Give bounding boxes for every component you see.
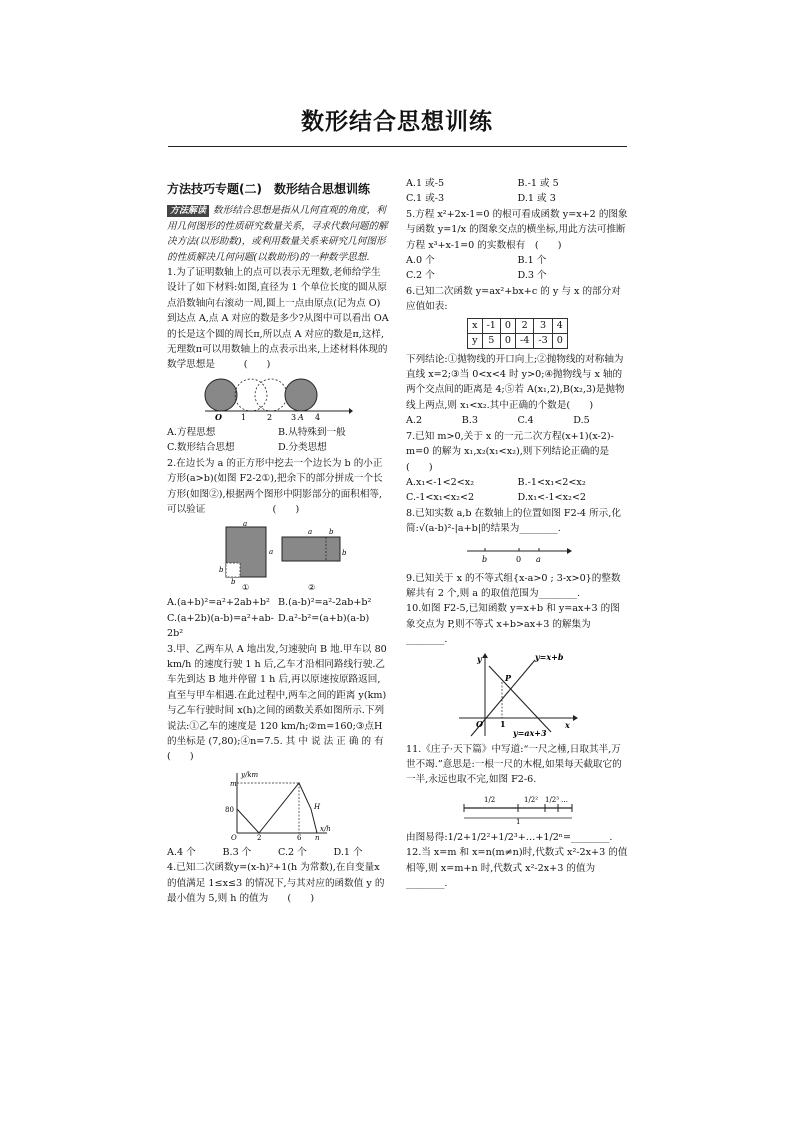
q11-figure (458, 792, 578, 826)
q4-options (406, 176, 629, 207)
q6-option-d[interactable]: D.5 (573, 415, 590, 427)
q3-label-o: O (231, 833, 237, 841)
q1-circle-start (205, 379, 237, 411)
q1-label-2: 2 (267, 412, 273, 421)
q1-axis-arrow (349, 408, 353, 414)
table-cell: 0 (552, 333, 567, 348)
q4-option-a[interactable]: A.1 或-5 (406, 178, 445, 189)
q2-options (167, 595, 389, 641)
q11-label-total: 1 (515, 817, 520, 826)
q3-option-b[interactable]: B.3 个 (222, 846, 252, 858)
q10-label-line1: y=x+b (534, 651, 563, 662)
q10-y-arrow (482, 653, 488, 658)
q4-option-b[interactable]: B.-1 或 5 (517, 178, 559, 189)
table-cell: 0 (500, 333, 515, 348)
q6-options (406, 413, 629, 428)
q11-stem: 11.《庄子·天下篇》中写道:“一尺之棰,日取其半,万世不竭.”意思是:一根一尺的木棍,如果每天截取它的一半,永远也取不完,如图 F2-6. (406, 743, 622, 786)
q2-fig2-label-b-side: b (342, 549, 347, 558)
q2-fig2-label-a: a (308, 528, 313, 537)
q5-option-a[interactable]: A.0 个 (406, 255, 435, 267)
q3-label-2: 2 (257, 833, 262, 841)
q1-option-a[interactable]: A.方程思想 (167, 426, 216, 438)
q2-fig1-label-b-bottom: b (231, 578, 236, 587)
q3-label-ykm: y/km (241, 770, 259, 779)
table-cell: 4 (552, 318, 567, 333)
q2-option-a[interactable]: A.(a+b)²=a²+2ab+b² (167, 597, 270, 609)
q1-option-d[interactable]: D.分类思想 (278, 442, 327, 454)
q12-stem: 12.当 x=m 和 x=n(m≠n)时,代数式 x²-2x+3 的值相等,则 x=m+n 时,代数式 x²-2x+3 的值为________. (406, 847, 628, 889)
q1-option-c[interactable]: C.数形结合思想 (167, 442, 235, 454)
q1-label-4: 4 (315, 412, 321, 421)
method-intro (167, 203, 389, 265)
q7-options (406, 475, 629, 506)
q2-fig1-label-a-top: a (243, 521, 248, 529)
q3-label-n: n (315, 833, 320, 841)
q1-label-o: O (215, 411, 222, 421)
q10-label-o: O (475, 718, 483, 729)
section-title: 方法技巧专题(二) 数形结合思想训练 (167, 182, 370, 196)
q7-option-b[interactable]: B.-1<x₁<2<x₂ (517, 476, 586, 488)
q5-options (406, 253, 629, 284)
q8-label-b: b (481, 554, 487, 564)
q10-label-x: x (564, 719, 570, 730)
q2-rect-shaded (282, 537, 340, 561)
q11-label-dots: … (560, 795, 568, 804)
q1-label-1: 1 (241, 412, 247, 421)
table-cell: 2 (516, 318, 534, 333)
q11-label-eighth: 1/2³ (544, 795, 559, 804)
q11-label-half: 1/2 (483, 795, 495, 804)
q10-line-ax-plus-3 (489, 666, 551, 732)
q2-fig1-label-a-side: a (269, 548, 274, 557)
q7-option-c[interactable]: C.-1<x₁<x₂<2 (406, 492, 475, 504)
q1-figure (203, 377, 353, 421)
q2-figure (208, 521, 348, 591)
q3-options (167, 845, 389, 860)
q10-x-arrow (573, 715, 578, 721)
q3-label-h: H (314, 802, 321, 811)
q8-label-a: a (535, 554, 541, 564)
q8-axis-arrow (567, 548, 572, 554)
q8-label-0: 0 (515, 554, 521, 564)
q7-option-a[interactable]: A.x₁<-1<2<x₂ (406, 476, 475, 488)
q4-stem: 4.已知二次函数y=(x-h)²+1(h 为常数),在自变量x 的值满足 1≤x≤3 的情况下,与其对应的函数值 y 的最小值为 5,则 h 的值为 ( ) (167, 862, 385, 904)
q5-option-d[interactable]: D.3 个 (517, 270, 547, 282)
title-rule (168, 146, 627, 147)
q2-fig1-label-b-side: b (219, 566, 224, 575)
table-cell: 3 (534, 318, 552, 333)
q1-label-3: 3 (291, 412, 297, 421)
method-text: 数形结合思想是指从几何直观的角度，利用几何图形的性质研究数量关系，寻求代数问题的解决方法(以形助数)，或利用数量关系来研究几何图形的性质解决几何问题(以数助形)的一种数学思想. (167, 205, 388, 263)
q1-option-b[interactable]: B.从特殊到一般 (278, 426, 346, 438)
q6-stem-2: 下列结论:①抛物线的开口向上;②抛物线的对称轴为直线 x=2;③当 0<x<4 时 y>0;④抛物线与 x 轴的两个交点间的距离是 4;⑤若 A(x₁,2),B(x₂,3)是抛物线上两点,则 x₁<x₂.其中正确的个数是( ) (406, 353, 625, 411)
q6-option-a[interactable]: A.2 (406, 415, 423, 427)
q1-options (167, 425, 389, 456)
page-title: 数形结合思想训练 (301, 109, 493, 135)
table-cell: y (468, 333, 482, 348)
q6-stem: 6.已知二次函数 y=ax²+bx+c 的 y 与 x 的部分对应值如表: (406, 285, 621, 313)
q10-label-y: y (476, 653, 482, 664)
q2-fig2-caption: ② (308, 583, 316, 592)
table-row (468, 333, 568, 348)
q11-stem-2: 由图易得:1/2+1/2²+1/2³+…+1/2ⁿ=________. (406, 831, 613, 843)
table-row (468, 318, 568, 333)
q10-label-line2: y=ax+3 (512, 727, 547, 738)
q4-option-d[interactable]: D.1 或 3 (517, 193, 556, 205)
left-column (167, 176, 413, 906)
q6-value-table (467, 318, 568, 349)
q2-fig2-label-b-top: b (329, 528, 334, 537)
q5-option-c[interactable]: C.2 个 (406, 270, 435, 282)
method-tag: 方法解读 (167, 205, 209, 217)
q10-figure (455, 652, 581, 738)
q4-option-c[interactable]: C.1 或-3 (406, 193, 445, 205)
q9-stem: 9.已知关于 x 的不等式组{x-a>0 ; 3-x>0}的整数解共有 2 个,则 a 的取值范围为________. (406, 572, 621, 599)
q3-option-d[interactable]: D.1 个 (333, 846, 363, 858)
q11-label-quarter: 1/2² (523, 795, 538, 804)
q3-label-m: m (230, 779, 237, 788)
q3-stem: 3.甲、乙两车从 A 地出发,匀速驶向 B 地.甲车以 80 km/h 的速度行驶 1 h 后,乙车才沿相同路线行驶.乙车先到达 B 地并停留 1 h 后,再以原速按原路返回,直至与甲车相遇.在此过程中,两车之间的距离 y(km)与乙车行驶时间 x(h)之间的函数关系如图所示.下列说法:①乙车的速度是 120 km/h;②m=160;③点H的坐标是 (7,80);④n=7.5. 其 中 说 法 正 确 的 有 ( ) (167, 643, 413, 763)
q7-stem: 7.已知 m>0,关于 x 的一元二次方程(x+1)(x-2)-m=0 的解为 x₁,x₂(x₁<x₂),则下列结论正确的是( ) (406, 430, 614, 473)
q8-figure (463, 541, 573, 567)
q10-stem: 10.如图 F2-5,已知函数 y=x+b 和 y=ax+3 的图象交点为 P,则不等式 x+b>ax+3 的解集为________. (406, 603, 620, 646)
table-cell: x (468, 318, 482, 333)
table-cell: -3 (534, 333, 552, 348)
q10-label-p: P (504, 672, 511, 683)
q2-option-c[interactable]: C.(a+2b)(a-b)=a²+ab-2b² (167, 612, 274, 640)
q10-label-1: 1 (499, 718, 506, 729)
table-cell: 0 (500, 318, 515, 333)
right-column (406, 176, 629, 891)
q2-option-b[interactable]: B.(a-b)²=a²-2ab+b² (278, 597, 372, 609)
q5-stem: 5.方程 x²+2x-1=0 的根可看成函数 y=x+2 的图象与函数 y=1/x 的图象交点的横坐标,用此方法可推断方程 x³+x-1=0 的实数根有 ( ) (406, 208, 628, 251)
q3-label-80: 80 (225, 805, 234, 814)
table-cell: 5 (482, 333, 500, 348)
q8-stem: 8.已知实数 a,b 在数轴上的位置如图 F2-4 所示,化简:√(a-b)²-|a+b|的结果为________. (406, 507, 621, 535)
q1-stem: 1.为了证明数轴上的点可以表示无理数,老师给学生设计了如下材料:如图,直径为 1 个单位长度的圆从原点沿数轴向右滚动一周,圆上一点由原点(记为点 O)到达点 A,点 A 对应的数是多少?从图中可以看出 OA 的长是这个圆的周长π,所以点 A 对应的数是π,这样,无理数π可以用数轴上的点表示出来,上述材料体现的数学思想是 ( ) (167, 267, 389, 371)
table-cell: -4 (516, 333, 534, 348)
q6-option-c[interactable]: C.4 (517, 415, 534, 427)
q3-option-a[interactable]: A.4 个 (167, 846, 196, 858)
q1-circle-end (285, 379, 317, 411)
q3-graph (237, 783, 317, 833)
q3-figure (223, 769, 333, 841)
q3-label-6: 6 (297, 833, 302, 841)
q2-fig1-caption: ① (242, 583, 250, 592)
table-cell: -1 (482, 318, 500, 333)
q1-circle-mid1 (235, 379, 267, 411)
q7-option-d[interactable]: D.x₁<-1<x₂<2 (517, 492, 586, 504)
q2-stem: 2.在边长为 a 的正方形中挖去一个边长为 b 的小正方形(a>b)(如图 F2-2①),把余下的部分拼成一个长方形(如图②),根据两个图形中阴影部分的面积相等,可以验证 ( ) (167, 457, 383, 515)
q2-small-square (226, 563, 240, 577)
q1-label-a: A (298, 412, 304, 421)
q2-option-d[interactable]: D.a²-b²=(a+b)(a-b) (278, 612, 370, 624)
q6-option-b[interactable]: B.3 (461, 415, 478, 427)
q3-option-c[interactable]: C.2 个 (278, 846, 307, 858)
q5-option-b[interactable]: B.1 个 (517, 255, 547, 267)
q1-circle-mid2 (255, 379, 287, 411)
q3-label-xh: x/h (320, 824, 331, 833)
